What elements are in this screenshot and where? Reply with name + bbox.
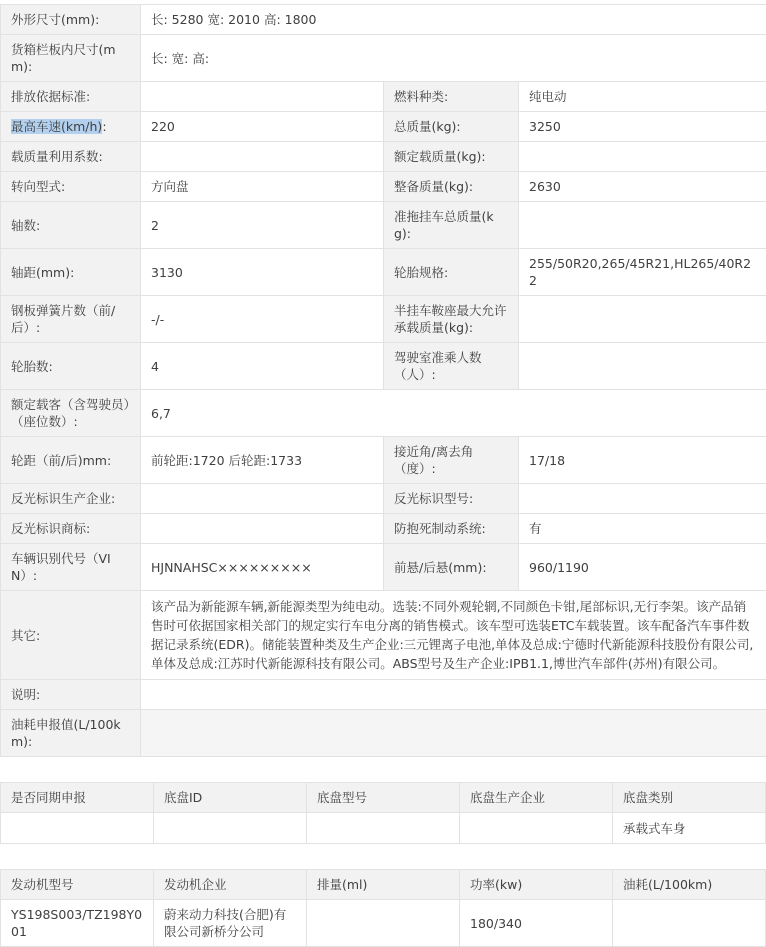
spec-label: 准拖挂车总质量(kg): bbox=[384, 202, 519, 249]
chassis-data-row bbox=[1, 813, 766, 844]
chassis-header: 底盘生产企业 bbox=[460, 783, 613, 813]
spec-row-seating bbox=[1, 390, 766, 437]
spec-row-wheelbase-tires bbox=[1, 249, 766, 296]
spec-value: 6,7 bbox=[141, 390, 766, 437]
chassis-header: 底盘型号 bbox=[307, 783, 460, 813]
spec-label: 轴数: bbox=[1, 202, 141, 249]
spec-value: 220 bbox=[141, 112, 384, 142]
spec-row-emission-fuel bbox=[1, 82, 766, 112]
chassis-cell bbox=[154, 813, 307, 844]
spec-label: 前悬/后悬(mm): bbox=[384, 544, 519, 591]
spec-label: 整备质量(kg): bbox=[384, 172, 519, 202]
vehicle-spec-table bbox=[0, 4, 766, 757]
spec-value: 纯电动 bbox=[519, 82, 766, 112]
spec-label: 货箱栏板内尺寸(mm): bbox=[1, 35, 141, 82]
spec-label: 外形尺寸(mm): bbox=[1, 5, 141, 35]
spec-value: 3250 bbox=[519, 112, 766, 142]
spec-row-cargo-dimensions bbox=[1, 35, 766, 82]
spec-label: 排放依据标准: bbox=[1, 82, 141, 112]
spec-value bbox=[519, 484, 766, 514]
spec-value: 前轮距:1720 后轮距:1733 bbox=[141, 437, 384, 484]
spec-value bbox=[141, 484, 384, 514]
spec-label bbox=[1, 112, 141, 142]
spec-label: 轴距(mm): bbox=[1, 249, 141, 296]
spec-value bbox=[141, 82, 384, 112]
spec-label: 总质量(kg): bbox=[384, 112, 519, 142]
spec-label: 转向型式: bbox=[1, 172, 141, 202]
spec-label: 反光标识生产企业: bbox=[1, 484, 141, 514]
spec-label: 载质量利用系数: bbox=[1, 142, 141, 172]
spec-row-track-angles bbox=[1, 437, 766, 484]
spec-value: 有 bbox=[519, 514, 766, 544]
spec-value: 长: 5280 宽: 2010 高: 1800 bbox=[141, 5, 766, 35]
spec-label: 反光标识商标: bbox=[1, 514, 141, 544]
engine-table bbox=[0, 869, 766, 947]
spec-row-tirecount-cabseats bbox=[1, 343, 766, 390]
spec-row-steering-curbmass bbox=[1, 172, 766, 202]
spec-label: 驾驶室准乘人数（人）: bbox=[384, 343, 519, 390]
spec-value: 2 bbox=[141, 202, 384, 249]
spec-row-other bbox=[1, 591, 766, 680]
spec-value: HJNNAHSC××××××××× bbox=[141, 544, 384, 591]
spec-row-reflective-brand-abs bbox=[1, 514, 766, 544]
spec-label: 钢板弹簧片数（前/后）: bbox=[1, 296, 141, 343]
spec-label: 防抱死制动系统: bbox=[384, 514, 519, 544]
spec-value: 4 bbox=[141, 343, 384, 390]
engine-header: 发动机企业 bbox=[154, 870, 307, 900]
engine-header: 发动机型号 bbox=[1, 870, 154, 900]
spec-label: 半挂车鞍座最大允许承载质量(kg): bbox=[384, 296, 519, 343]
spec-value-other-notes: 该产品为新能源车辆,新能源类型为纯电动。选装:不同外观轮辋,不同颜色卡钳,尾部标识,无行李架。该产品销售时可依据国家相关部门的规定实行车电分离的销售模式。该车型可选装ETC车载装置。该车配备汽车事件数据记录系统(EDR)。储能装置种类及生产企业:三元锂离子电池,单体及总成:宁德时代新能源科技股份有限公司,单体及总成:江苏时代新能源科技有限公司。ABS型号及生产企业:IPB1.1,博世汽车部件(苏州)有限公司。 bbox=[141, 591, 766, 680]
engine-displacement-cell bbox=[307, 900, 460, 947]
spec-row-remarks bbox=[1, 680, 766, 710]
engine-model-cell: YS198S003/TZ198Y001 bbox=[1, 900, 154, 947]
spec-label: 油耗申报值(L/100km): bbox=[1, 710, 141, 757]
engine-header: 功率(kw) bbox=[460, 870, 613, 900]
chassis-cell bbox=[460, 813, 613, 844]
engine-power-cell: 180/340 bbox=[460, 900, 613, 947]
spec-label-suffix: : bbox=[102, 119, 106, 134]
spec-row-fuel-declared bbox=[1, 710, 766, 757]
spec-label: 额定载客（含驾驶员）（座位数）: bbox=[1, 390, 141, 437]
spec-value bbox=[141, 710, 766, 757]
spec-value bbox=[519, 343, 766, 390]
spec-value bbox=[519, 202, 766, 249]
spec-value bbox=[141, 680, 766, 710]
chassis-cell bbox=[307, 813, 460, 844]
spec-row-vin-overhang bbox=[1, 544, 766, 591]
spec-row-axles-trailer bbox=[1, 202, 766, 249]
spec-row-maxspeed-mass bbox=[1, 112, 766, 142]
spec-row-springs-saddle bbox=[1, 296, 766, 343]
spec-row-reflective-maker bbox=[1, 484, 766, 514]
spec-label: 反光标识型号: bbox=[384, 484, 519, 514]
spec-label: 其它: bbox=[1, 591, 141, 680]
spec-value: -/- bbox=[141, 296, 384, 343]
chassis-header: 是否同期申报 bbox=[1, 783, 154, 813]
engine-header: 油耗(L/100km) bbox=[613, 870, 766, 900]
spec-label: 车辆识别代号（VIN）: bbox=[1, 544, 141, 591]
chassis-header: 底盘ID bbox=[154, 783, 307, 813]
engine-data-row bbox=[1, 900, 766, 947]
spec-label: 轮胎数: bbox=[1, 343, 141, 390]
spec-value: 方向盘 bbox=[141, 172, 384, 202]
engine-header-row bbox=[1, 870, 766, 900]
chassis-table bbox=[0, 782, 766, 844]
chassis-cell bbox=[1, 813, 154, 844]
spec-value bbox=[519, 296, 766, 343]
engine-maker-cell: 蔚来动力科技(合肥)有限公司新桥分公司 bbox=[154, 900, 307, 947]
chassis-header-row bbox=[1, 783, 766, 813]
spec-value: 960/1190 bbox=[519, 544, 766, 591]
spec-value bbox=[141, 142, 384, 172]
spec-label: 轮距（前/后)mm: bbox=[1, 437, 141, 484]
engine-header: 排量(ml) bbox=[307, 870, 460, 900]
spec-label: 轮胎规格: bbox=[384, 249, 519, 296]
spec-value bbox=[519, 142, 766, 172]
spec-value: 3130 bbox=[141, 249, 384, 296]
spec-value: 长: 宽: 高: bbox=[141, 35, 766, 82]
spec-value: 2630 bbox=[519, 172, 766, 202]
chassis-cell: 承载式车身 bbox=[613, 813, 766, 844]
chassis-header: 底盘类别 bbox=[613, 783, 766, 813]
engine-fuel-cell bbox=[613, 900, 766, 947]
spec-label: 说明: bbox=[1, 680, 141, 710]
spec-value: 17/18 bbox=[519, 437, 766, 484]
spec-label: 额定载质量(kg): bbox=[384, 142, 519, 172]
spec-label: 接近角/离去角（度）: bbox=[384, 437, 519, 484]
spec-label: 燃料种类: bbox=[384, 82, 519, 112]
spec-row-dimensions bbox=[1, 5, 766, 35]
selected-text-highlight: 最高车速(km/h) bbox=[11, 119, 102, 134]
spec-row-loadfactor-ratedload bbox=[1, 142, 766, 172]
spec-value: 255/50R20,265/45R21,HL265/40R22 bbox=[519, 249, 766, 296]
spec-value bbox=[141, 514, 384, 544]
